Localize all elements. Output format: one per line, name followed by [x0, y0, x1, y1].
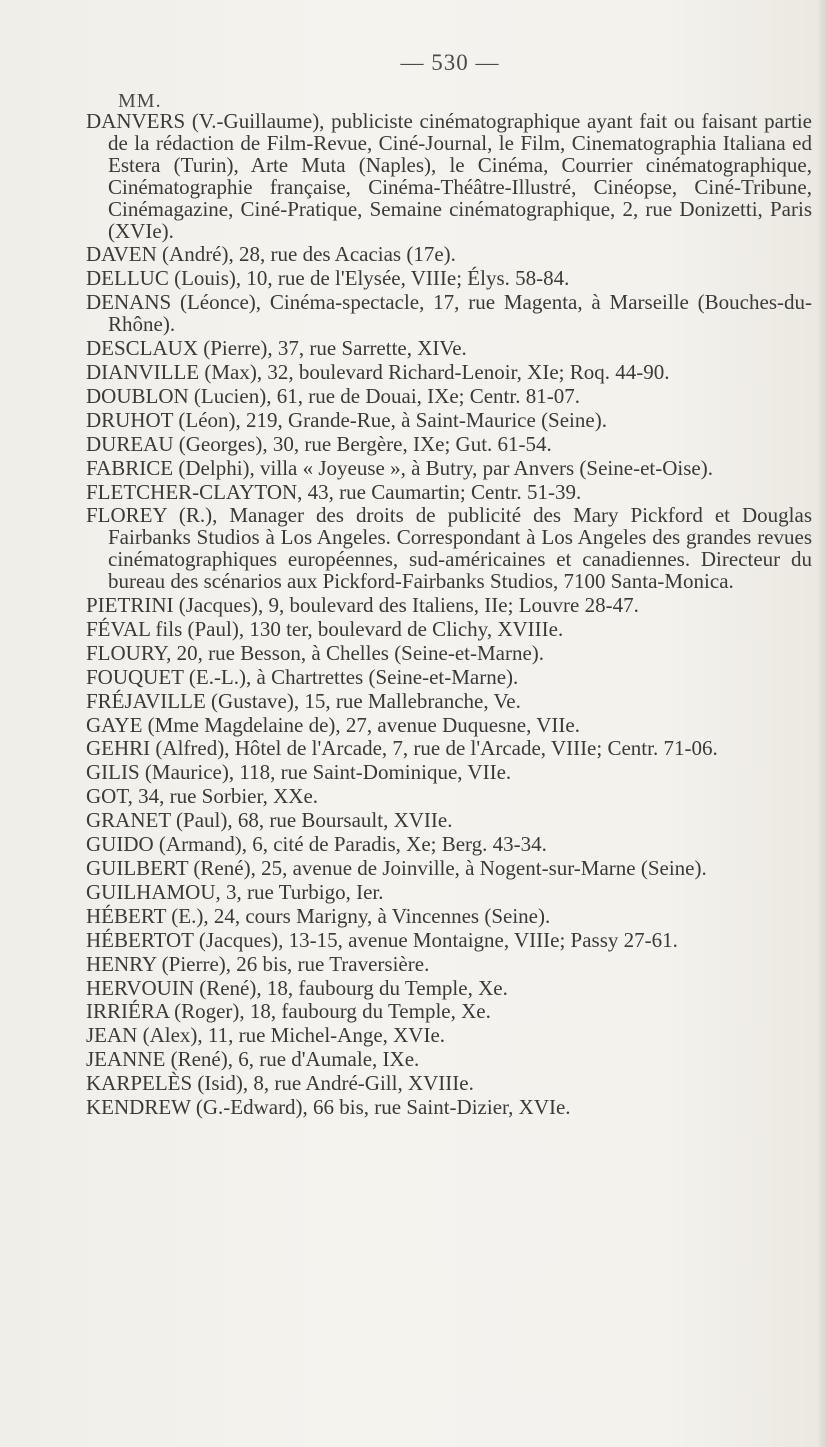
entry-guilbert: GUILBERT (René), 25, avenue de Joinville, à Nogent-sur-Marne (Seine). — [86, 856, 707, 880]
entry-dianville: DIANVILLE (Max), 32, boulevard Richard-Lenoir, XIe; Roq. 44-90. — [86, 359, 670, 384]
entry-fletcher-clayton: FLETCHER-CLAYTON, 43, rue Caumartin; Centr. 51-39. — [86, 479, 582, 504]
section-label: MM. — [118, 90, 162, 112]
directory-entries — [86, 111, 812, 1121]
entry-floury: FLOURY, 20, rue Besson, à Chelles (Seine-et-Marne). — [86, 640, 545, 665]
entry-hebert: HÉBERT (E.), 24, cours Marigny, à Vincennes (Seine). — [86, 903, 551, 928]
entry-desclaux: DESCLAUX (Pierre), 37, rue Sarrette, XIVe. — [86, 336, 467, 361]
entry-daven: DAVEN (André), 28, rue des Acacias (17e). — [86, 242, 456, 267]
entry-danvers: DANVERS (V.-Guillaume), publiciste cinématographique ayant fait ou faisant partie de la rédaction de Film-Revue, Ciné-Journal, le Film, Cinematographia Italiana ed Estera (Turin), Arte Muta (Naples), le Cinéma, Courrier cinématographique, Cinématographie française, Cinéma-Théâtre-Illustré, Cinéopse, Ciné-Tribune, Cinémagazine, Ciné-Pratique, Semaine cinématographique, 2, rue Donizetti, Paris (XVIe). — [86, 109, 812, 243]
entry-frejaville: FRÉJAVILLE (Gustave), 15, rue Mallebranche, Ve. — [86, 688, 521, 713]
entry-feval: FÉVAL fils (Paul), 130 ter, boulevard de Clichy, XVIIIe. — [86, 616, 564, 641]
entry-guido: GUIDO (Armand), 6, cité de Paradis, Xe; Berg. 43-34. — [86, 832, 547, 857]
entry-fabrice: FABRICE (Delphi), villa « Joyeuse », à Butry, par Anvers (Seine-et-Oise). — [86, 455, 713, 480]
entry-gehri: GEHRI (Alfred), Hôtel de l'Arcade, 7, rue de l'Arcade, VIIIe; Centr. 71-06. — [86, 736, 718, 761]
page-edge-shadow — [817, 0, 827, 1447]
entry-guilhamou: GUILHAMOU, 3, rue Turbigo, Ier. — [86, 879, 384, 904]
entry-pietrini: PIETRINI (Jacques), 9, boulevard des Italiens, IIe; Louvre 28-47. — [86, 593, 639, 618]
entry-druhot: DRUHOT (Léon), 219, Grande-Rue, à Saint-Maurice (Seine). — [86, 407, 607, 432]
entry-gaye: GAYE (Mme Magdelaine de), 27, avenue Duquesne, VIIe. — [86, 712, 580, 737]
entry-granet: GRANET (Paul), 68, rue Boursault, XVIIe. — [86, 808, 453, 833]
page-number: — 530 — — [400, 50, 500, 75]
entry-dureau: DUREAU (Georges), 30, rue Bergère, IXe; Gut. 61-54. — [86, 431, 552, 456]
entry-fouquet: FOUQUET (E.-L.), à Chartrettes (Seine-et-Marne). — [86, 664, 519, 689]
entry-kendrew: KENDREW (G.-Edward), 66 bis, rue Saint-Dizier, XVIe. — [86, 1095, 571, 1120]
entry-florey: FLOREY (R.), Manager des droits de publicité des Mary Pickford et Douglas Fairbanks Studios à Los Angeles. Correspondant à Los Angeles des grandes revues cinématographiques européennes, sud-américaines et canadiennes. Directeur du bureau des scénarios aux Pickford-Fairbanks Studios, 7100 Santa-Monica. — [86, 503, 812, 594]
entry-hervouin: HERVOUIN (René), 18, faubourg du Temple, Xe. — [86, 975, 508, 1000]
entry-jean: JEAN (Alex), 11, rue Michel-Ange, XVIe. — [86, 1023, 446, 1048]
entry-henry: HENRY (Pierre), 26 bis, rue Traversière. — [86, 951, 430, 976]
entry-delluc: DELLUC (Louis), 10, rue de l'Elysée, VIIIe; Élys. 58-84. — [86, 266, 570, 291]
entry-got: GOT, 34, rue Sorbier, XXe. — [86, 784, 319, 809]
entry-gilis: GILIS (Maurice), 118, rue Saint-Dominique, VIIe. — [86, 760, 512, 785]
entry-irriera: IRRIÉRA (Roger), 18, faubourg du Temple, Xe. — [86, 999, 491, 1024]
entry-karpeles: KARPELÈS (Isid), 8, rue André-Gill, XVIIIe. — [86, 1071, 474, 1096]
entry-jeanne: JEANNE (René), 6, rue d'Aumale, IXe. — [86, 1047, 420, 1072]
entry-denans: DENANS (Léonce), Cinéma-spectacle, 17, rue Magenta, à Marseille (Bouches-du-Rhône). — [86, 290, 812, 337]
entry-doublon: DOUBLON (Lucien), 61, rue de Douai, IXe; Centr. 81-07. — [86, 383, 580, 408]
entry-hebertot: HÉBERTOT (Jacques), 13-15, avenue Montaigne, VIIIe; Passy 27-61. — [86, 927, 678, 952]
